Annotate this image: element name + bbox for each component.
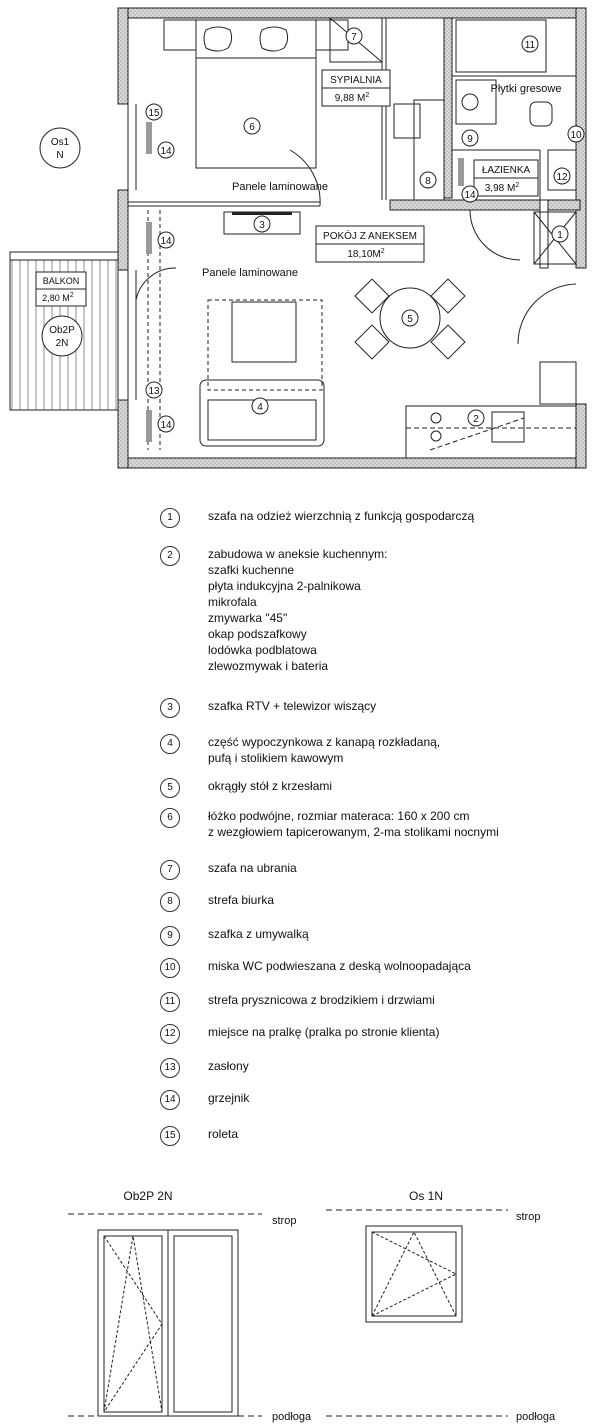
legend-text <box>208 1126 238 1146</box>
legend-text <box>208 958 471 978</box>
svg-text:4: 4 <box>257 402 263 413</box>
legend-line: szafka RTV + telewizor wiszący <box>208 699 377 713</box>
marker-10 <box>568 126 584 142</box>
svg-text:3: 3 <box>259 220 265 231</box>
legend-line: zabudowa w aneksie kuchennym: <box>208 547 388 561</box>
marker-5 <box>402 310 418 326</box>
svg-text:13: 13 <box>148 386 160 397</box>
elevation-right <box>326 1189 556 1423</box>
legend-item <box>160 992 435 1012</box>
legend-line: zlewozmywak i bateria <box>208 659 329 673</box>
legend-text <box>208 1058 249 1078</box>
bedroom-floor-label: Panele laminowane <box>231 181 329 193</box>
legend-text <box>208 926 309 946</box>
legend-number: 11 <box>160 992 180 1012</box>
legend-item <box>160 958 471 978</box>
svg-text:12: 12 <box>556 172 568 183</box>
sofa <box>200 300 324 446</box>
legend-line: roleta <box>208 1127 239 1141</box>
svg-text:14: 14 <box>160 146 172 157</box>
elevation-left-bottom: podłoga <box>272 1411 312 1423</box>
elevation-right-top: strop <box>516 1211 541 1223</box>
svg-text:1: 1 <box>557 230 563 241</box>
window-tag-os1-line1: Os1 <box>50 137 70 148</box>
legend-text <box>208 808 499 840</box>
legend-item <box>160 1024 439 1044</box>
legend-item <box>160 926 309 946</box>
legend-text <box>208 778 332 798</box>
bedroom-label <box>322 70 390 106</box>
legend-line: zmywarka "45" <box>208 611 288 625</box>
legend-line: miska WC podwieszana z deską wolnoopadająca <box>208 959 471 973</box>
legend-number: 2 <box>160 546 180 566</box>
marker-14 <box>158 416 174 432</box>
legend-text <box>208 698 376 718</box>
legend-line: szafa na odzież wierzchnią z funkcją gospodarczą <box>208 509 475 523</box>
legend-number: 6 <box>160 808 180 828</box>
radiators <box>146 122 464 442</box>
svg-text:14: 14 <box>160 236 172 247</box>
legend-line: okap podszafkowy <box>208 627 307 641</box>
legend-line: płyta indukcyjna 2-palnikowa <box>208 579 361 593</box>
bedroom-name: SYPIALNIA <box>330 75 382 86</box>
svg-text:5: 5 <box>407 314 413 325</box>
legend-item <box>160 778 332 798</box>
svg-text:7: 7 <box>351 32 357 43</box>
legend-text <box>208 546 387 674</box>
legend-text <box>208 1090 249 1110</box>
legend-item <box>160 1058 249 1078</box>
legend-text <box>208 892 274 912</box>
legend-number: 12 <box>160 1024 180 1044</box>
legend-number: 13 <box>160 1058 180 1078</box>
svg-text:15: 15 <box>148 108 160 119</box>
marker-1 <box>552 226 568 242</box>
legend-line: miejsce na pralkę (pralka po stronie klienta) <box>208 1025 440 1039</box>
svg-text:11: 11 <box>524 40 536 51</box>
marker-6 <box>244 118 260 134</box>
legend-item <box>160 734 440 766</box>
svg-text:2: 2 <box>473 414 479 425</box>
living-label <box>316 226 424 262</box>
legend-line: łóżko podwójne, rozmiar materaca: 160 x 200 cm <box>208 809 470 823</box>
tv-screen <box>232 212 292 215</box>
legend-number: 9 <box>160 926 180 946</box>
legend-item <box>160 546 387 674</box>
marker-3 <box>254 216 270 232</box>
legend-line: pufą i stolikiem kawowym <box>208 751 344 765</box>
marker-14 <box>158 232 174 248</box>
legend-line: strefa biurka <box>208 893 275 907</box>
elevation-right-bottom: podłoga <box>516 1411 556 1423</box>
living-area: $18,10M^2$ <box>347 248 385 260</box>
legend-number: 8 <box>160 892 180 912</box>
bed <box>164 20 348 168</box>
legend-line: część wypoczynkowa z kanapą rozkładaną, <box>208 735 441 749</box>
svg-text:8: 8 <box>425 176 431 187</box>
window-tag-os1 <box>40 128 80 168</box>
bathroom-area: 3,98 $M^2$ <box>484 182 520 194</box>
legend-line: szafka z umywalką <box>208 927 309 941</box>
living-name: POKÓJ Z ANEKSEM <box>323 231 417 242</box>
legend-number: 14 <box>160 1090 180 1110</box>
legend-text <box>208 860 297 880</box>
legend-item <box>160 1126 238 1146</box>
legend-line: grzejnik <box>208 1091 250 1105</box>
entry-door <box>518 284 576 344</box>
legend-item <box>160 860 297 880</box>
marker-15 <box>146 104 162 120</box>
kitchen <box>406 362 576 458</box>
marker-13 <box>146 382 162 398</box>
elevation-left <box>68 1189 312 1423</box>
legend-text <box>208 734 440 766</box>
legend-text <box>208 992 435 1012</box>
legend-line: okrągły stół z krzesłami <box>208 779 333 793</box>
elevation-left-title: Ob2P 2N <box>123 1189 173 1203</box>
legend-number: 5 <box>160 778 180 798</box>
legend-item <box>160 1090 249 1110</box>
balcony-label <box>36 272 86 306</box>
marker-2 <box>468 410 484 426</box>
svg-text:14: 14 <box>464 190 476 201</box>
legend-item <box>160 698 376 718</box>
legend-number: 4 <box>160 734 180 754</box>
marker-4 <box>252 398 268 414</box>
svg-text:9: 9 <box>467 134 473 145</box>
svg-text:6: 6 <box>249 122 255 133</box>
svg-text:10: 10 <box>570 130 582 141</box>
legend-line: zasłony <box>208 1059 249 1073</box>
legend-line: z wezgłowiem tapicerowanym, 2-ma stolikami nocnymi <box>208 825 499 839</box>
desk <box>394 100 444 200</box>
balcony-area: 2,80 $M^2$ <box>42 292 74 303</box>
bathroom-name: ŁAZIENKA <box>481 165 531 176</box>
living-floor-label: Panele laminowane <box>201 267 299 279</box>
elevation-left-top: strop <box>272 1215 297 1227</box>
window-tag-ob2p-line2: 2N <box>55 338 69 349</box>
legend-text <box>208 1024 439 1044</box>
marker-14 <box>462 186 478 202</box>
window-tag-os1-line2: N <box>56 150 64 161</box>
legend-number: 10 <box>160 958 180 978</box>
legend-item <box>160 508 474 528</box>
bedroom-area: 9,88 $M^2$ <box>334 92 370 104</box>
bathroom-label <box>474 160 538 196</box>
legend-number: 15 <box>160 1126 180 1146</box>
elevation-right-title: Os 1N <box>408 1189 444 1203</box>
legend-line: lodówka podblatowa <box>208 643 317 657</box>
marker-12 <box>554 168 570 184</box>
legend-number: 7 <box>160 860 180 880</box>
legend-line: mikrofala <box>208 595 257 609</box>
legend-line: szafki kuchenne <box>208 563 295 577</box>
legend-number: 3 <box>160 698 180 718</box>
marker-14 <box>158 142 174 158</box>
marker-11 <box>522 36 538 52</box>
legend-line: strefa prysznicowa z brodzikiem i drzwiami <box>208 993 435 1007</box>
legend-text <box>208 508 474 528</box>
marker-7 <box>346 28 362 44</box>
legend-item <box>160 808 499 840</box>
balcony-name: BALKON <box>42 276 80 286</box>
marker-9 <box>462 130 478 146</box>
marker-8 <box>420 172 436 188</box>
bath-floor-label: Płytki gresowe <box>490 83 562 95</box>
legend-number: 1 <box>160 508 180 528</box>
window-tag-ob2p <box>42 316 82 356</box>
svg-text:14: 14 <box>160 420 172 431</box>
legend-line: szafa na ubrania <box>208 861 297 875</box>
legend-item <box>160 892 274 912</box>
window-tag-ob2p-line1: Ob2P <box>49 325 75 336</box>
